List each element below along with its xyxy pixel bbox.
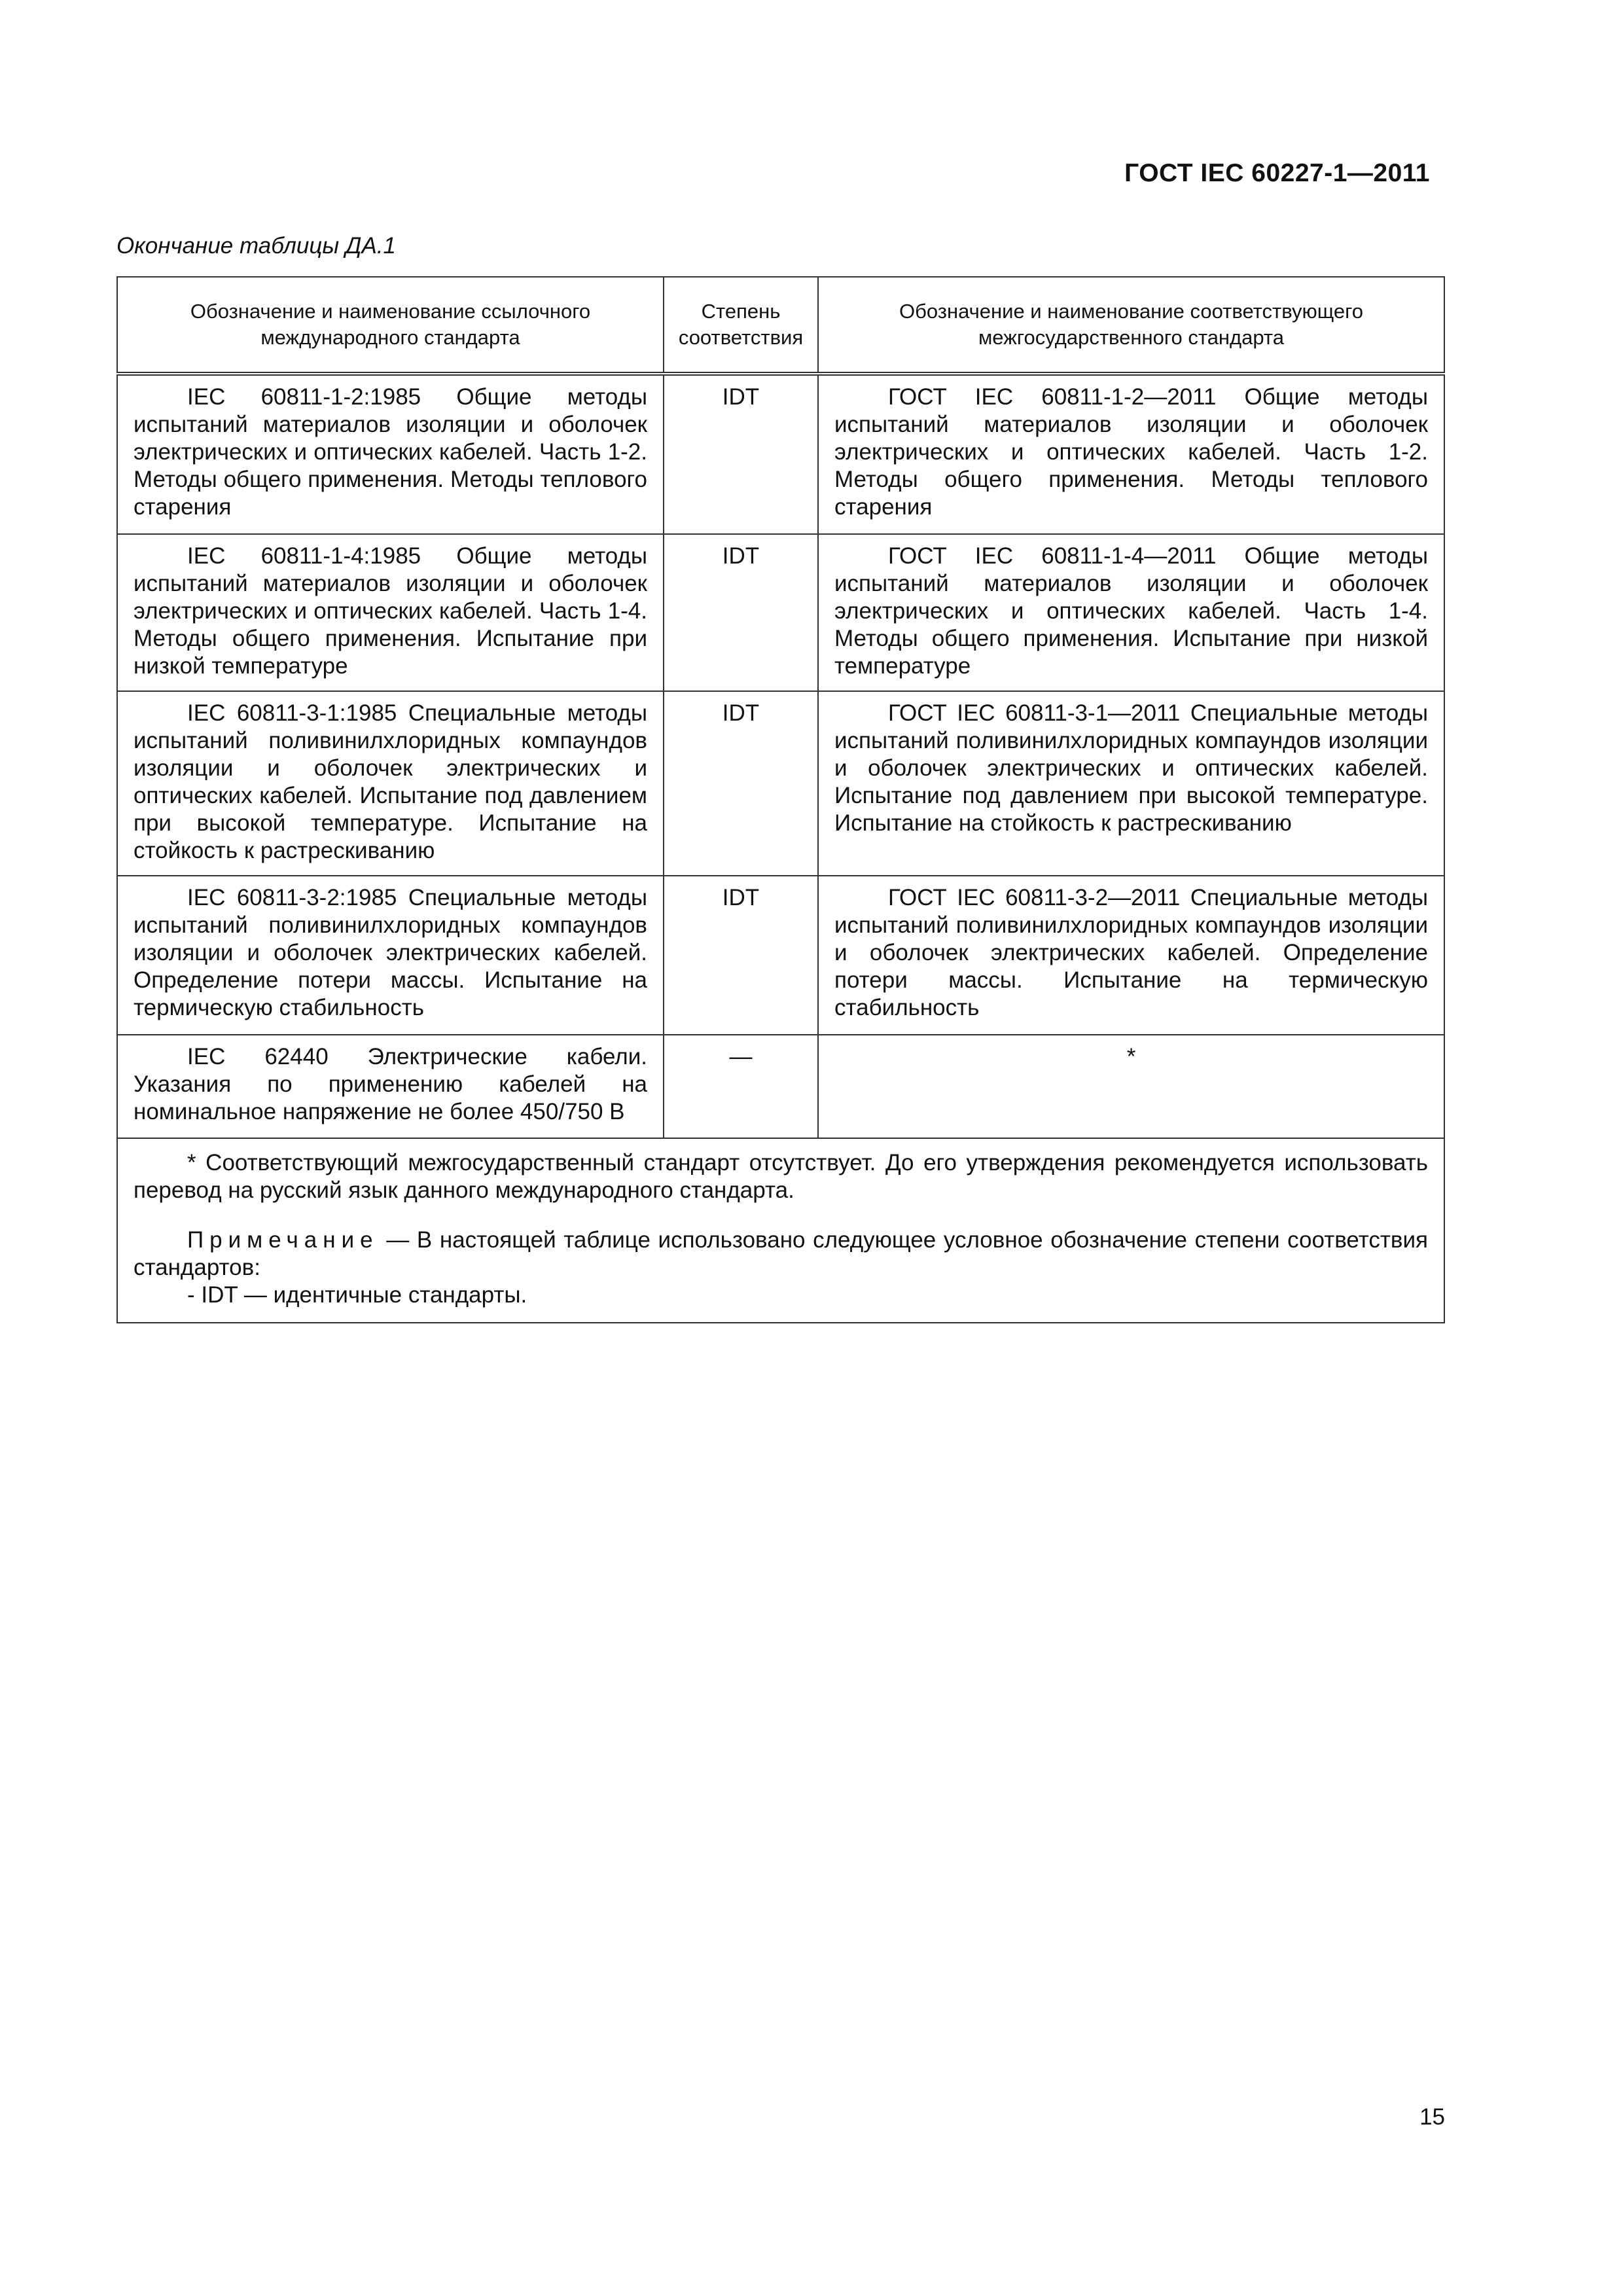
note-item: - IDT — идентичные стандарты.	[187, 1282, 527, 1308]
international-standard-cell: IEC 60811-3-1:1985 Специальные методы испытаний поливинилхлоридных компаундов изоляции и оболочек электрических и оптических кабелей. Испытание под давлением при высокой температуре. Испытание на стойкость к растрескиванию	[117, 691, 664, 876]
table-header-row	[117, 277, 1444, 374]
table-row	[117, 876, 1444, 1035]
footnote: * Соответствующий межгосударственный стандарт отсутствует. До его утверждения рекомендуется использовать перевод на русский язык данного международного стандарта.	[134, 1150, 1428, 1203]
note	[134, 1227, 1428, 1282]
degree-cell: IDT	[664, 691, 818, 876]
page-number: 15	[1419, 2104, 1445, 2130]
document-id: ГОСТ IEC 60227-1—2011	[1124, 159, 1430, 187]
reference-table	[116, 276, 1445, 1323]
column-header-international: Обозначение и наименование ссылочного международного стандарта	[117, 277, 664, 374]
table-row	[117, 1035, 1444, 1138]
table-row	[117, 374, 1444, 534]
interstate-standard-cell: ГОСТ IEC 60811-1-4—2011 Общие методы испытаний материалов изоляции и оболочек электрических и оптических кабелей. Часть 1-4. Методы общего применения. Испытание при низкой температуре	[818, 534, 1444, 691]
international-standard-cell: IEC 62440 Электрические кабели. Указания по применению кабелей на номинальное напряжение не более 450/750 В	[117, 1035, 664, 1138]
international-standard-cell: IEC 60811-1-2:1985 Общие методы испытаний материалов изоляции и оболочек электрических и оптических кабелей. Часть 1-2. Методы общего применения. Методы теплового старения	[117, 374, 664, 534]
note-label: Примечание	[187, 1227, 379, 1253]
table-caption: Окончание таблицы ДА.1	[116, 233, 396, 259]
table-row	[117, 691, 1444, 876]
column-header-interstate: Обозначение и наименование соответствующего межгосударственного стандарта	[818, 277, 1444, 374]
interstate-standard-cell: ГОСТ IEC 60811-3-2—2011 Специальные методы испытаний поливинилхлоридных компаундов изоляции и оболочек электрических кабелей. Определение потери массы. Испытание на термическую стабильность	[818, 876, 1444, 1035]
interstate-standard-cell: *	[818, 1035, 1444, 1138]
interstate-standard-cell: ГОСТ IEC 60811-3-1—2011 Специальные методы испытаний поливинилхлоридных компаундов изоляции и оболочек электрических и оптических кабелей. Испытание под давлением при высокой температуре. Испытание на стойкость к растрескиванию	[818, 691, 1444, 876]
degree-cell: —	[664, 1035, 818, 1138]
degree-cell: IDT	[664, 876, 818, 1035]
interstate-standard-cell: ГОСТ IEC 60811-1-2—2011 Общие методы испытаний материалов изоляции и оболочек электрических и оптических кабелей. Часть 1-2. Методы общего применения. Методы теплового старения	[818, 374, 1444, 534]
degree-cell: IDT	[664, 534, 818, 691]
international-standard-cell: IEC 60811-1-4:1985 Общие методы испытаний материалов изоляции и оболочек электрических и оптических кабелей. Часть 1-4. Методы общего применения. Испытание при низкой температуре	[117, 534, 664, 691]
table-row	[117, 534, 1444, 691]
table-notes	[117, 1138, 1444, 1323]
degree-cell: IDT	[664, 374, 818, 534]
international-standard-cell: IEC 60811-3-2:1985 Специальные методы испытаний поливинилхлоридных компаундов изоляции и оболочек электрических кабелей. Определение потери массы. Испытание на термическую стабильность	[117, 876, 664, 1035]
column-header-degree: Степень соответствия	[664, 277, 818, 374]
table-notes-row	[117, 1138, 1444, 1323]
note-text: — В настоящей таблице использовано следующее условное обозначение степени соответствия стандартов:	[134, 1227, 1428, 1280]
